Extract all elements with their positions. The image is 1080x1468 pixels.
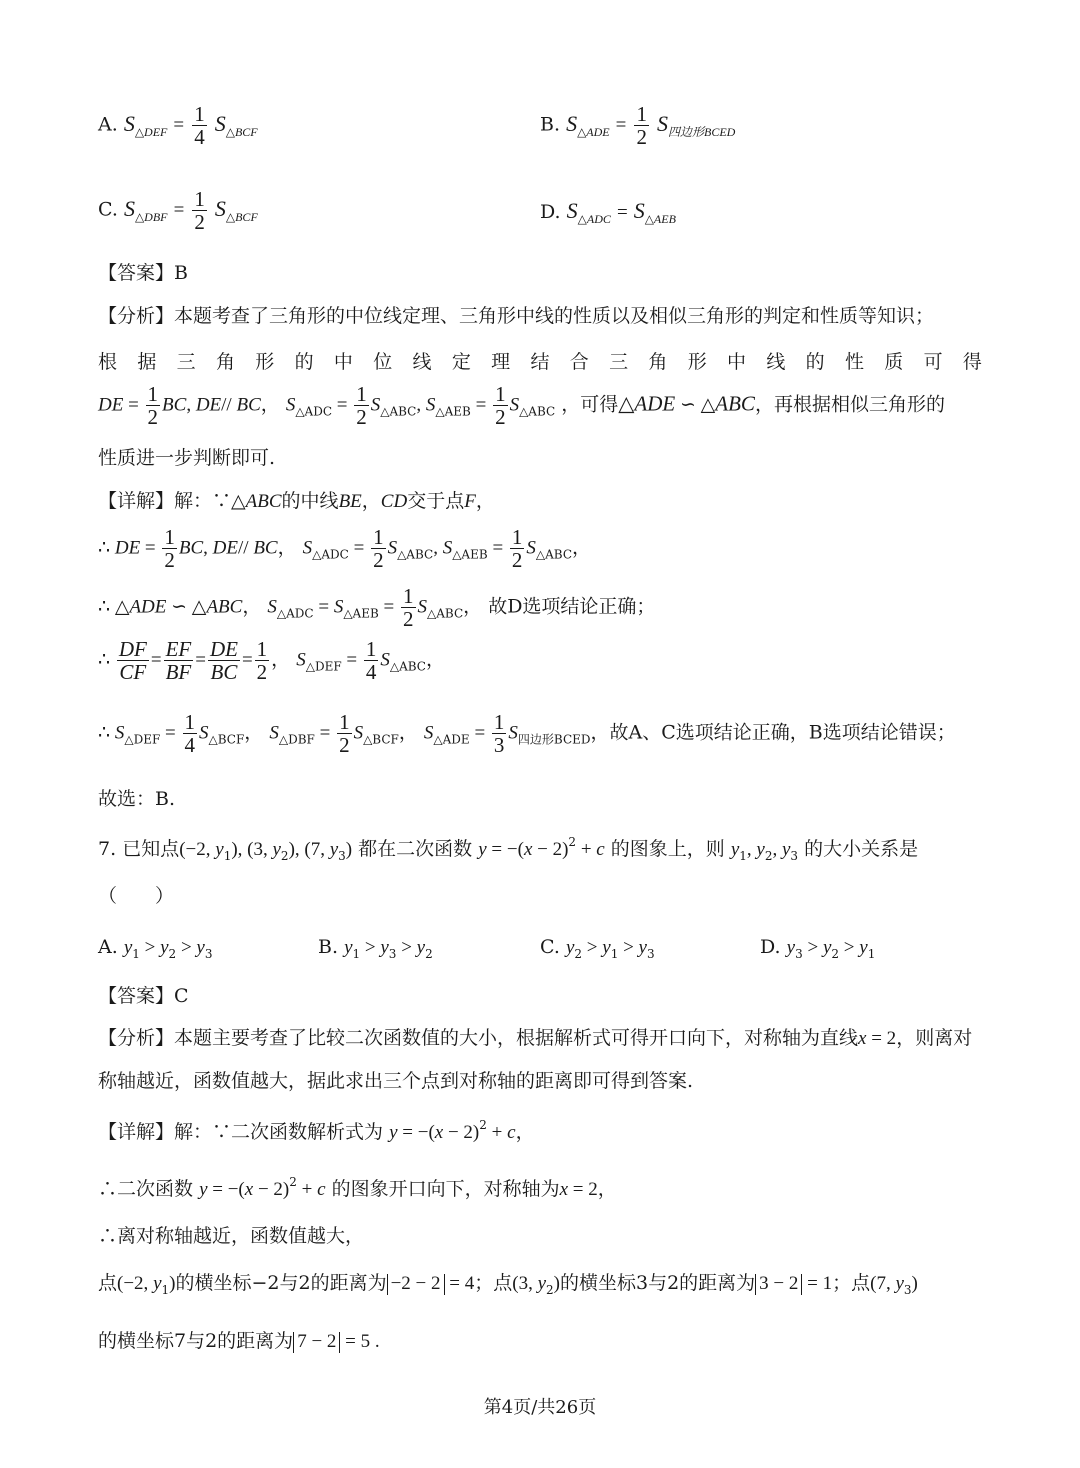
q6-answer [98, 262, 188, 285]
q7-option-b: B. $y_1 > y_3 > y_2$ [318, 936, 433, 961]
q7-detail-line1: 【详解】解：∵二次函数解析式为 $y = -(x - 2)^2 + c$， [98, 1118, 535, 1143]
detail-text: 交于点 [407, 490, 465, 512]
q6-detail-line5: ∴ $S_{\triangle DEF}$ = $\frac{1}{4}$ $S_{\triangle BCF}$， $S_{\triangle DBF}$ = $\frac{1}{2}$ $S_{\triangle BCF}$， $S_{\triangle ADE}$ = $\frac{1}{3}$ $S_{四边形BCED}$，故A、C选项结论正确，B选项结论错误； [98, 710, 956, 758]
question-text: 已知点 [122, 838, 180, 860]
question-number: 7. [98, 838, 117, 860]
option-a-label: A. [98, 113, 118, 136]
detail-text: 解：∵二次函数解析式为 [174, 1121, 384, 1143]
spread-char: 线 [412, 351, 432, 373]
fraction: $\frac{1}{2}$ [194, 187, 205, 235]
analysis-text: 本题考查了三角形的中位线定理、三角形中线的性质以及相似三角形的判定和性质等知识； [174, 305, 935, 327]
quadrilateral-subscript: 四边形BCED [517, 732, 591, 747]
option-c-label: C. [98, 198, 118, 221]
detail-tag: 【详解】 [98, 1121, 175, 1143]
answer-tag: 【答案】 [98, 262, 175, 284]
fraction: $\frac{1}{4}$ [194, 102, 205, 150]
detail-text: 的中线 [281, 490, 339, 512]
analysis-tag: 【分析】 [98, 1027, 175, 1049]
q7-detail-line3 [98, 1225, 364, 1248]
option-c: C. $S_{\triangle DBF}$ = $\frac{1}{2}$ $S_{\triangle BCF}$ [98, 187, 258, 235]
detail-text: 的图象开口向下，对称轴为 [331, 1178, 560, 1200]
spread-char: 根 [98, 351, 118, 373]
analysis-tag: 【分析】 [98, 305, 175, 327]
option-d: D. $S_{\triangle ADC} = S_{\triangle AEB}$ [540, 198, 676, 226]
q7-detail-line4: 点(−2, $y_1$)的横坐标−2与2的距离为 −2 − 2 = 4；点(3, $y_2$)的横坐标3与2的距离为 3 − 2 = 1；点(7, $y_3$) [98, 1272, 918, 1297]
option-a-label: A. [98, 936, 118, 958]
q7-paren [98, 885, 174, 908]
q7-detail-line2: ∴二次函数 $y = -(x - 2)^2 + c$ 的图象开口向下，对称轴为x = 2， [98, 1175, 617, 1200]
detail-text: 故选：B. [98, 788, 176, 810]
detail-text: 的横坐标7与2的距离为 [98, 1330, 294, 1352]
q6-analysis-line4 [98, 447, 275, 470]
spread-char: 据 [137, 351, 157, 373]
answer-value: B [174, 262, 188, 284]
detail-text: 故A、C选项结论正确，B选项结论错误； [609, 721, 956, 744]
q6-analysis-line1 [98, 305, 934, 328]
detail-tag: 【详解】 [98, 490, 175, 512]
q7-analysis-line2 [98, 1070, 693, 1093]
analysis-text: 称轴越近，函数值越大，据此求出三个点到对称轴的距离即可得到答案. [98, 1070, 694, 1092]
q7-option-c: C. $y_2 > y_1 > y_3$ [540, 936, 655, 961]
analysis-text: 性质进一步判断即可. [98, 447, 276, 469]
detail-text: ；点 [832, 1272, 871, 1294]
q6-detail-line2: ∴ DE = $\frac{1}{2}$ BC, DE// BC， $S_{\triangle ADC}$ = $\frac{1}{2}$ $S_{\triangle ABC}$, $S_{\triangle AEB}$ = $\frac{1}{2}$ $S_{\triangle ABC}$， [98, 525, 592, 573]
spread-char: 性 [844, 351, 864, 373]
spread-char: 中 [333, 351, 353, 373]
option-b-label: B. [318, 936, 339, 958]
detail-text: ∴离对称轴越近，函数值越大， [98, 1225, 365, 1247]
spread-char: 定 [451, 351, 471, 373]
analysis-text: ，再根据相似三角形的 [754, 393, 945, 416]
q7-detail-line5: 的横坐标7与2的距离为 7 − 2 = 5 . [98, 1330, 380, 1352]
analysis-text: 本题主要考查了比较二次函数值的大小，根据解析式可得开口向下，对称轴为直线 [174, 1027, 859, 1049]
spread-char: 理 [491, 351, 511, 373]
q7-option-d: D. $y_3 > y_2 > y_1$ [760, 936, 876, 961]
analysis-text: ，可得 [561, 393, 619, 416]
spread-char: 位 [373, 351, 393, 373]
detail-text: ∴二次函数 [98, 1178, 194, 1200]
option-b: B. $S_{\triangle ADE}$ = $\frac{1}{2}$ $S_{四边形BCED}$ [540, 102, 736, 150]
spread-char: 得 [962, 351, 982, 373]
q7-option-a: A. $y_1 > y_2 > y_3$ [98, 936, 213, 961]
spread-char: 的 [294, 351, 314, 373]
q6-detail-line3: ∴ △ADE ∽ △ABC， $S_{\triangle ADC} = S_{\triangle AEB}$ = $\frac{1}{2}$ $S_{\triangle ABC}$， 故D选项结论正确； [98, 584, 656, 632]
q6-detail-line1: 【详解】解：∵△ABC的中线BE，CD交于点F， [98, 490, 495, 512]
answer-tag: 【答案】 [98, 985, 175, 1007]
q6-analysis-line3: DE = $\frac{1}{2}$ BC, DE// BC， $S_{\triangle ADC}$ = $\frac{1}{2}$ $S_{\triangle ABC}$, $S_{\triangle AEB}$ = $\frac{1}{2}$ $S_{\triangle ABC}$ ，可得△ADE ∽ △ABC，再根据相似三角形的 [98, 382, 945, 430]
spread-char: 的 [805, 351, 825, 373]
spread-char: 三 [609, 351, 629, 373]
spread-char: 结 [530, 351, 550, 373]
question-text: 都在二次函数 [358, 838, 473, 860]
detail-text: ；点 [474, 1272, 513, 1294]
spread-char: 角 [648, 351, 668, 373]
spread-char: 可 [923, 351, 943, 373]
detail-text: 点 [98, 1272, 118, 1294]
option-c-label: C. [540, 936, 560, 958]
analysis-text: ，则离对 [896, 1027, 973, 1049]
spread-char: 中 [727, 351, 747, 373]
option-a: A. $S_{\triangle DEF}$ = $\frac{1}{4}$ $S_{\triangle BCF}$ [98, 102, 258, 150]
spread-char: 形 [255, 351, 275, 373]
option-d-label: D. [760, 936, 781, 958]
answer-value: C [174, 985, 189, 1007]
option-d-label: D. [540, 201, 561, 223]
fraction: $\frac{1}{2}$ [636, 102, 647, 150]
option-b-label: B. [540, 113, 561, 136]
spread-char: 合 [569, 351, 589, 373]
q7-analysis-line1: 【分析】本题主要考查了比较二次函数值的大小，根据解析式可得开口向下，对称轴为直线x = 2，则离对 [98, 1027, 973, 1049]
q6-analysis-line2 [98, 347, 982, 374]
q7-answer [98, 985, 189, 1008]
question-text: 的大小关系是 [804, 838, 919, 860]
spread-char: 三 [176, 351, 196, 373]
q6-detail-line6 [98, 788, 175, 811]
detail-text: 的横坐标3与2的距离为 [559, 1272, 756, 1294]
spread-char: 质 [884, 351, 904, 373]
spread-char: 形 [687, 351, 707, 373]
detail-text: 解：∵ [174, 490, 232, 512]
answer-blank: （ ） [98, 885, 175, 907]
spread-char: 角 [215, 351, 235, 373]
q6-detail-line4: ∴ $\frac{DF}{CF}$ = $\frac{EF}{BF}$ = $\frac{DE}{BC}$ = $\frac{1}{2}$ ， $S_{\triangle DEF}$ = $\frac{1}{4}$ $S_{\triangle ABC}$， [98, 637, 446, 685]
quadrilateral-subscript: 四边形BCED [667, 124, 736, 139]
q7-stem: 7. 已知点(−2, $y_1$), (3, $y_2$), (7, $y_3$) 都在二次函数 $y = -(x - 2)^2 + c$ 的图象上，则 $y_1$, $y_2$, $y_3$ 的大小关系是 [98, 835, 919, 863]
page-footer: 第4页/共26页 [483, 1397, 597, 1418]
detail-text: 故D选项结论正确； [488, 595, 656, 618]
detail-text: 的横坐标−2与2的距离为 [175, 1272, 387, 1294]
question-text: 的图象上，则 [610, 838, 725, 860]
spread-char: 线 [766, 351, 786, 373]
